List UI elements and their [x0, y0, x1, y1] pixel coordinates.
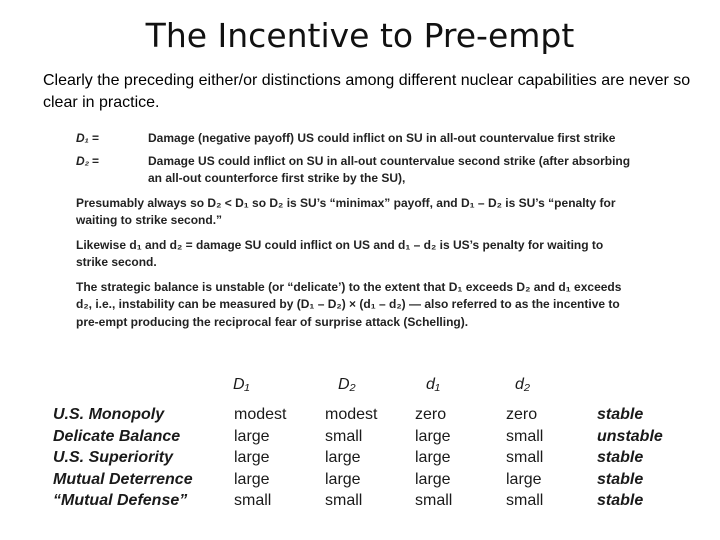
definition-text: Damage US could inflict on SU in all-out countervalue second strike (after absorbing an all-out counterforce first strike by the SU), [148, 153, 631, 185]
cell-D1: small [234, 492, 272, 509]
cell-d1: small [415, 492, 453, 509]
paragraph-likewise: Likewise d₁ and d₂ = damage SU could inflict on US and d₁ – d₂ is US’s penalty for waiting to strike second. [76, 237, 604, 269]
cell-D2: large [325, 449, 361, 466]
definition-equals: = [92, 131, 100, 145]
cell-stability: stable [597, 492, 644, 509]
table-row [53, 449, 673, 471]
intro-text: Clearly the preceding either/or distinctions among different nuclear capabilities are never so clear in practice. [43, 72, 691, 111]
row-label: U.S. Monopoly [53, 406, 165, 423]
cell-D2: large [325, 470, 361, 488]
cell-d1: large [415, 470, 451, 488]
table-row [53, 406, 673, 428]
paragraph-minimax: Presumably always so D₂ < D₁ so D₂ is SU’s “minimax” payoff, and D₁ – D₂ is SU’s “penalty for waiting to strike second.” [76, 195, 616, 227]
header-d2: d₂ [515, 376, 530, 393]
definitions-block [76, 130, 636, 331]
cell-d1: large [415, 427, 451, 445]
header-d1: d₁ [426, 376, 440, 393]
cell-D1: large [234, 427, 270, 445]
cell-d2: large [506, 470, 542, 488]
cell-D1: large [234, 449, 270, 466]
cell-D2: small [325, 492, 363, 509]
cell-d2: small [506, 449, 544, 466]
cell-stability: stable [597, 470, 644, 488]
cell-stability: unstable [597, 427, 663, 445]
header-D2: D₂ [338, 376, 356, 393]
table-row [53, 492, 673, 514]
cell-D1: large [234, 470, 270, 488]
cell-stability: stable [597, 449, 644, 466]
cell-d1: zero [415, 406, 447, 423]
cell-D2: small [325, 427, 363, 445]
slide-title: The Incentive to Pre-empt [145, 16, 575, 55]
definition-equals: = [92, 153, 100, 168]
row-label: U.S. Superiority [53, 449, 174, 466]
paragraph-strategic-balance: The strategic balance is unstable (or “delicate’) to the extent that D₁ exceeds D₂ and d₁ exceeds d₂, i.e., instability can be measured by (D₁ – D₂) × (d₁ – d₂) — also referred to as the incentive to pre-empt producing the reciprocal fear of surprise attack (Schelling). [76, 279, 622, 329]
stability-table [53, 376, 673, 514]
cell-D2: modest [325, 406, 378, 423]
cell-d2: zero [506, 406, 538, 423]
table-row [53, 428, 673, 450]
cell-d2: small [506, 492, 544, 509]
cell-stability: stable [597, 406, 644, 423]
definition-symbol: D₁ [76, 131, 89, 145]
row-label: “Mutual Defense” [53, 492, 188, 509]
cell-d2: small [506, 427, 544, 445]
table-header [53, 376, 673, 406]
header-D1: D₁ [233, 376, 250, 393]
definition-d1 [76, 130, 636, 148]
definition-d2 [76, 153, 636, 188]
definition-symbol: D₂ [76, 153, 90, 168]
table-row [53, 471, 673, 493]
row-label: Delicate Balance [53, 427, 181, 445]
cell-D1: modest [234, 406, 287, 423]
definition-text: Damage (negative payoff) US could inflict on SU in all-out countervalue first strike [148, 131, 616, 145]
row-label: Mutual Deterrence [53, 470, 193, 488]
cell-d1: large [415, 449, 451, 466]
